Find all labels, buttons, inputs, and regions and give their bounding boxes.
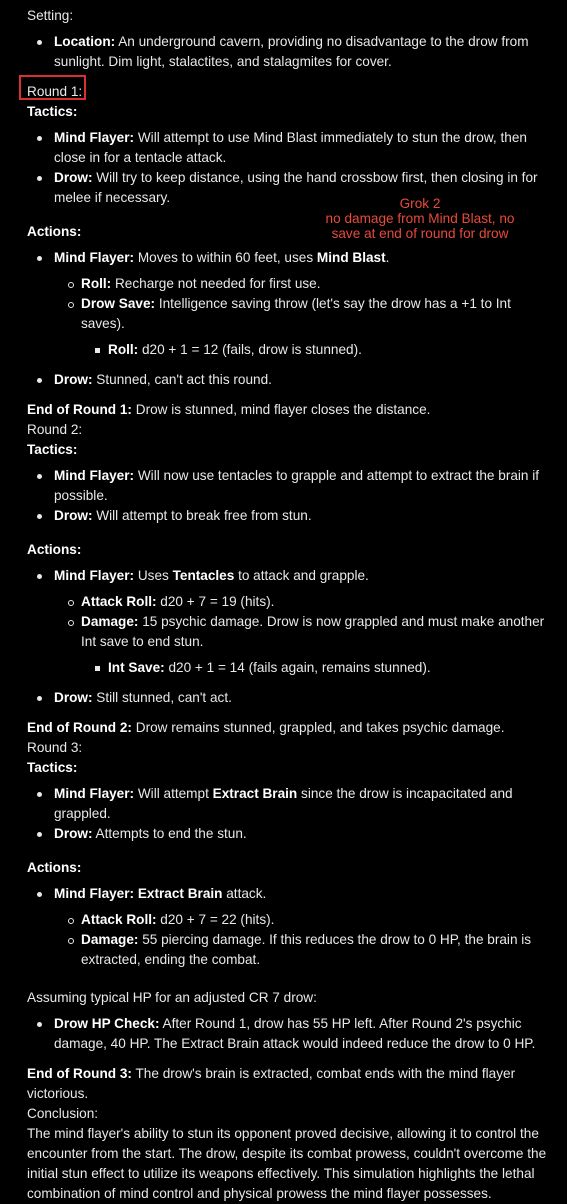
conclusion-heading: Conclusion: — [27, 1106, 99, 1121]
tactics-heading: Tactics: — [27, 760, 78, 775]
list-item: Mind Flayer: Will attempt Extract Brain since the drow is incapacitated and grappled. — [27, 784, 547, 824]
list-item: Int Save: d20 + 1 = 14 (fails again, remains stunned). — [81, 658, 547, 678]
tactics-heading: Tactics: — [27, 104, 78, 119]
list-item: Mind Flayer: Will now use tentacles to grapple and attempt to extract the brain if possible. — [27, 466, 547, 506]
list-item: Damage: 55 piercing damage. If this reduces the drow to 0 HP, the brain is extracted, ending the combat. — [54, 930, 547, 970]
round-3-title: Round 3: — [27, 740, 83, 755]
round-2-actions — [27, 566, 547, 708]
list-item: Drow HP Check: After Round 1, drow has 55 HP left. After Round 2's psychic damage, 40 HP. The Extract Brain attack would indeed reduce the drow to 0 HP. — [27, 1014, 547, 1054]
round-2-title: Round 2: — [27, 422, 83, 437]
sub-sub-list — [81, 340, 547, 360]
annotation-line: no damage from Mind Blast, no — [325, 211, 515, 226]
round-1-highlight-box — [19, 75, 86, 100]
list-item: Drow: Will try to keep distance, using the hand crossbow first, then closing in for melee if necessary. — [27, 168, 547, 208]
list-item: Mind Flayer: Uses Tentacles to attack and grapple. Attack Roll: d20 + 7 = 19 (hits). Damage: 15 psychic damage. Drow is now grappled and must make another Int save to end stun. Int Save: d20 + 1 = 14 (fails again, remains stunned). — [27, 566, 547, 678]
round-3-tactics — [27, 784, 547, 844]
setting-heading: Setting: — [27, 8, 74, 23]
round-1-title: Round 1: — [27, 84, 83, 99]
list-item: Roll: Recharge not needed for first use. — [54, 274, 547, 294]
setting-list — [27, 32, 547, 72]
list-item: Drow: Stunned, can't act this round. — [27, 370, 547, 390]
list-item: Drow: Will attempt to break free from stun. — [27, 506, 547, 526]
conclusion-text: The mind flayer's ability to stun its opponent proved decisive, allowing it to control the encounter from the start. The drow, despite its combat prowess, couldn't overcome the initial stun effect to utilize its weapons effectively. This simulation highlights the lethal combination of mind control and physical prowess the mind flayer possesses. — [27, 1126, 547, 1201]
list-item: Drow Save: Intelligence saving throw (let's say the drow has a +1 to Int saves). Roll: d20 + 1 = 12 (fails, drow is stunned). — [54, 294, 547, 360]
list-item: Mind Flayer: Will attempt to use Mind Blast immediately to stun the drow, then close in for a tentacle attack. — [27, 128, 547, 168]
actions-heading: Actions: — [27, 860, 82, 875]
round-1-actions — [27, 248, 547, 390]
round-2-tactics — [27, 466, 547, 526]
grok-annotation — [300, 196, 540, 241]
actions-heading: Actions: — [27, 542, 82, 557]
sub-sub-list — [81, 658, 547, 678]
sub-list — [54, 274, 547, 360]
list-item: Attack Roll: d20 + 7 = 22 (hits). — [54, 910, 547, 930]
list-item: Mind Flayer: Moves to within 60 feet, uses Mind Blast. Roll: Recharge not needed for first use. Drow Save: Intelligence saving throw (let's say the drow has a +1 to Int saves). Roll: d20 + 1 = 12 (fails, drow is stunned). — [27, 248, 547, 360]
list-item: Mind Flayer: Extract Brain attack. Attack Roll: d20 + 7 = 22 (hits). Damage: 55 piercing damage. If this reduces the drow to 0 HP, the brain is extracted, ending the combat. — [27, 884, 547, 970]
round-2-end: End of Round 2: Drow remains stunned, grappled, and takes psychic damage. — [27, 720, 505, 735]
list-item: Roll: d20 + 1 = 12 (fails, drow is stunned). — [81, 340, 547, 360]
list-item: Attack Roll: d20 + 7 = 19 (hits). — [54, 592, 547, 612]
round-3-end: End of Round 3: The drow's brain is extracted, combat ends with the mind flayer victorious. — [27, 1066, 516, 1101]
assumption-text: Assuming typical HP for an adjusted CR 7 drow: — [27, 990, 317, 1005]
sub-list — [54, 910, 547, 970]
list-item: Location: An underground cavern, providing no disadvantage to the drow from sunlight. Dim light, stalactites, and stalagmites for cover. — [27, 32, 547, 72]
tactics-heading: Tactics: — [27, 442, 78, 457]
round-1-end: End of Round 1: Drow is stunned, mind flayer closes the distance. — [27, 402, 431, 417]
annotation-title: Grok 2 — [399, 196, 441, 211]
actions-heading: Actions: — [27, 224, 82, 239]
list-item: Damage: 15 psychic damage. Drow is now grappled and must make another Int save to end stun. Int Save: d20 + 1 = 14 (fails again, remains stunned). — [54, 612, 547, 678]
round-3-actions — [27, 884, 547, 970]
sub-list — [54, 592, 547, 678]
list-item: Drow: Still stunned, can't act. — [27, 688, 547, 708]
simulation-text — [27, 6, 547, 1204]
list-item: Drow: Attempts to end the stun. — [27, 824, 547, 844]
hp-check-list — [27, 1014, 547, 1054]
annotation-line: save at end of round for drow — [331, 226, 509, 241]
